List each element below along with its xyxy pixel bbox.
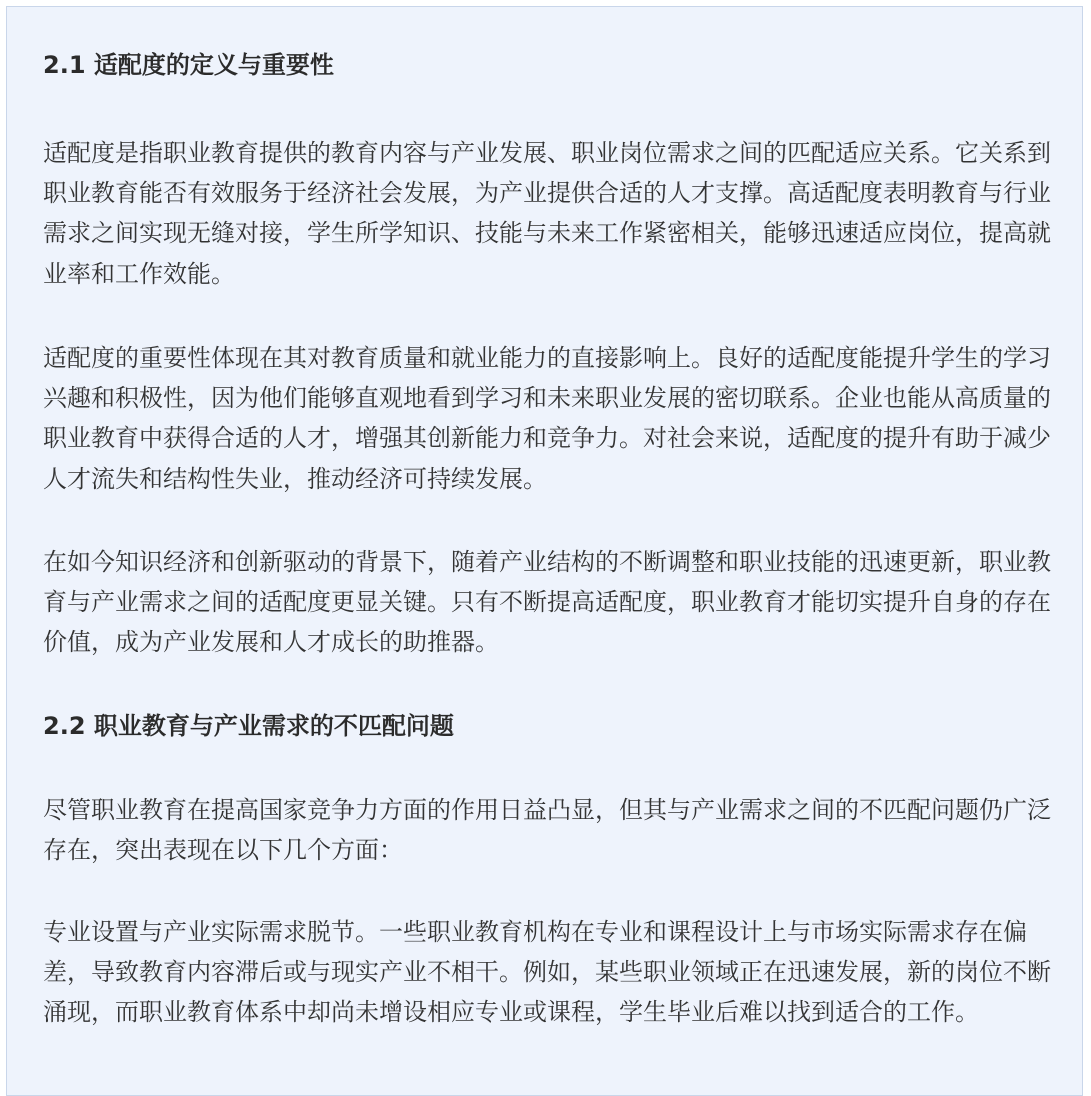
section-heading-2-1: 2.1 适配度的定义与重要性 [43, 51, 334, 79]
section-heading-2-2: 2.2 职业教育与产业需求的不匹配问题 [43, 712, 454, 740]
paragraph: 适配度的重要性体现在其对教育质量和就业能力的直接影响上。良好的适配度能提升学生的学习兴趣和积极性，因为他们能够直观地看到学习和未来职业发展的密切联系。企业也能从高质量的职业教育中获得合适的人才，增强其创新能力和竞争力。对社会来说，适配度的提升有助于减少人才流失和结构性失业，推动经济可持续发展。 [43, 344, 1051, 493]
paragraph: 适配度是指职业教育提供的教育内容与产业发展、职业岗位需求之间的匹配适应关系。它关系到职业教育能否有效服务于经济社会发展，为产业提供合适的人才支撑。高适配度表明教育与行业需求之间实现无缝对接，学生所学知识、技能与未来工作紧密相关，能够迅速适应岗位，提高就业率和工作效能。 [43, 139, 1051, 288]
document-panel [6, 6, 1083, 1096]
paragraph: 专业设置与产业实际需求脱节。一些职业教育机构在专业和课程设计上与市场实际需求存在偏差，导致教育内容滞后或与现实产业不相干。例如，某些职业领域正在迅速发展，新的岗位不断涌现，而职业教育体系中却尚未增设相应专业或课程，学生毕业后难以找到适合的工作。 [43, 918, 1051, 1027]
paragraph: 在如今知识经济和创新驱动的背景下，随着产业结构的不断调整和职业技能的迅速更新，职业教育与产业需求之间的适配度更显关键。只有不断提高适配度，职业教育才能切实提升自身的存在价值，成为产业发展和人才成长的助推器。 [43, 548, 1051, 657]
paragraph: 尽管职业教育在提高国家竞争力方面的作用日益凸显，但其与产业需求之间的不匹配问题仍广泛存在，突出表现在以下几个方面： [43, 796, 1051, 865]
